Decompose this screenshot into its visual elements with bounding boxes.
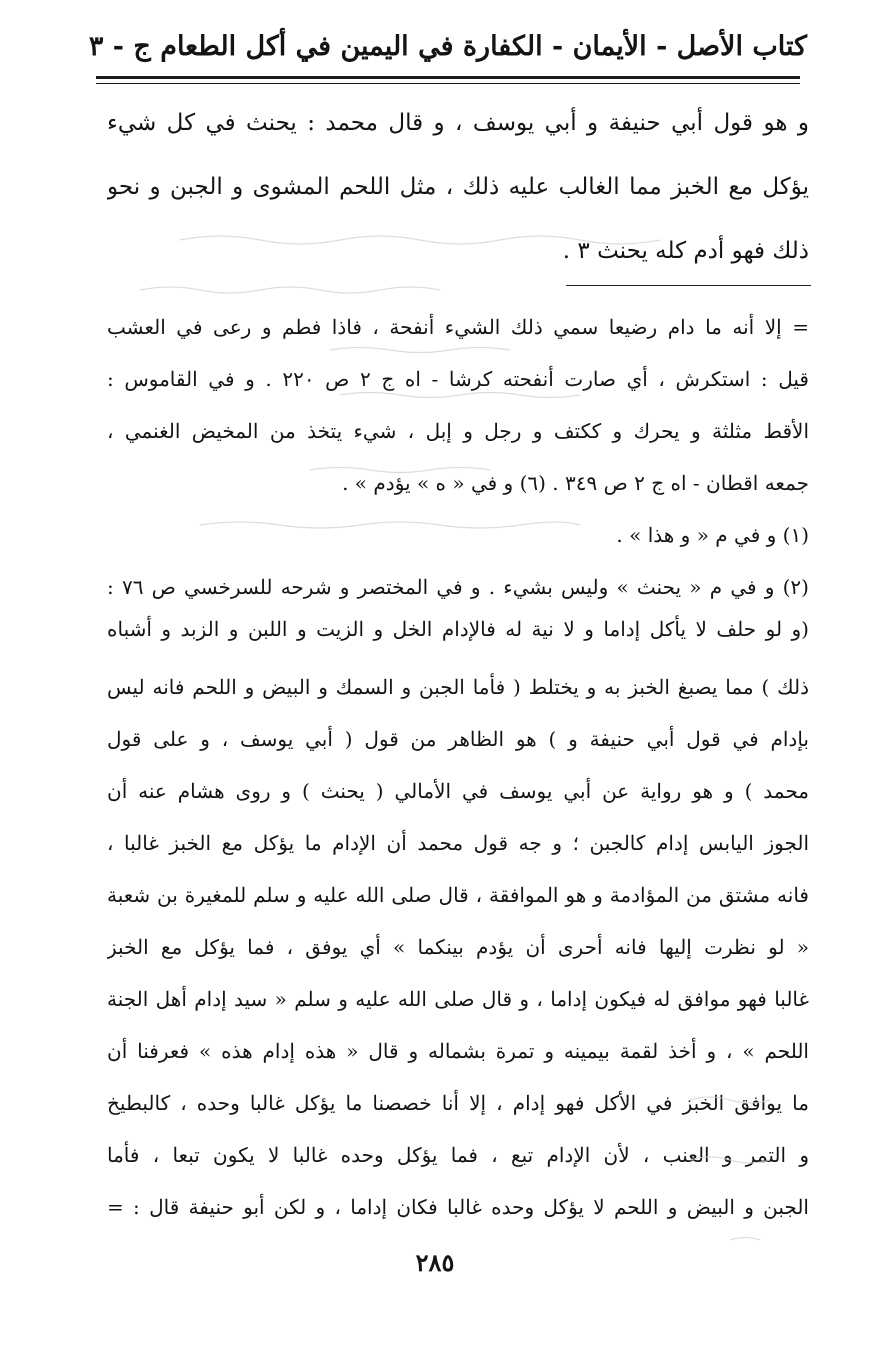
footnote-line-1: = إلا أنه ما دام رضيعا سمي ذلك الشيء أنفحة ، فاذا فطم و رعى في العشب (107, 315, 809, 339)
footnote-line-12: فانه مشتق من المؤادمة و هو الموافقة ، قال صلى الله عليه و سلم للمغيرة بن شعبة (107, 883, 809, 907)
footnote-line-11: الجوز اليابس إدام كالجبن ؛ و جه قول محمد أن الإدام ما يؤكل مع الخبز غالبا ، (107, 831, 809, 855)
footnote-line-6: (٢) و في م « يحنث » وليس بشيء . و في المختصر و شرحه للسرخسي ص ٧٦ : (107, 575, 809, 599)
footnote-line-14: غالبا فهو موافق له فيكون إداما ، و قال صلى الله عليه و سلم « سيد إدام أهل الجنة (107, 987, 809, 1011)
footnote-line-5: (١) و في م « و هذا » . (616, 523, 809, 547)
footnote-line-16: ما يوافق الخبز في الأكل فهو إدام ، إلا أنا خصصنا ما يؤكل غالبا وحده ، كالبطيخ (107, 1091, 809, 1115)
footnote-line-4: جمعه اقطان - اه ج ٢ ص ٣٤٩ . (٦) و في « ه » يؤدم » . (342, 471, 809, 495)
footnote-line-10: محمد ) و هو رواية عن أبي يوسف في الأمالي ( يحنث ) و روى هشام عنه أن (107, 779, 809, 803)
footnote-line-8: ذلك ) مما يصبغ الخبز به و يختلط ( فأما الجبن و السمك و البيض و اللحم فانه ليس (107, 675, 809, 699)
main-text-line-2: يؤكل مع الخبز مما الغالب عليه ذلك ، مثل اللحم المشوى و الجبن و نحو (107, 174, 809, 200)
main-text-line-3: ذلك فهو أدم كله يحنث ٣ . (562, 238, 809, 264)
footnote-line-17: و التمر و العنب ، لأن الإدام تبع ، فما يؤكل وحده غالبا لا يكون تبعا ، فأما (107, 1143, 809, 1167)
footnote-line-7: (و لو حلف لا يأكل إداما و لا نية له فالإدام الخل و الزيت و اللبن و الزبد و أشباه (107, 617, 809, 641)
footnote-line-9: بإدام في قول أبي حنيفة و ) هو الظاهر من قول ( أبي يوسف ، و على قول (107, 727, 809, 751)
footnote-line-15: اللحم » ، و أخذ لقمة بيمينه و تمرة بشماله و قال « هذه إدام هذه » فعرفنا أن (107, 1039, 809, 1063)
header-rule-thin (96, 83, 800, 84)
footnote-line-3: الأقط مثلثة و يحرك و ككتف و رجل و إبل ، شيء يتخذ من المخيض الغنمي ، (107, 419, 809, 443)
footnote-line-13: « لو نظرت إليها فانه أحرى أن يؤدم بينكما » أي يوفق ، فما يؤكل مع الخبز (107, 935, 809, 959)
footnote-line-18: الجبن و البيض و اللحم لا يؤكل وحده غالبا فكان إداما ، و لكن أبو حنيفة قال : = (107, 1195, 809, 1219)
main-text-line-1: و هو قول أبي حنيفة و أبي يوسف ، و قال محمد : يحنث في كل شيء (107, 110, 809, 136)
running-head: كتاب الأصل - الأيمان - الكفارة في اليمين في أكل الطعام ج - ٣ (88, 31, 807, 62)
footnote-separator (566, 285, 811, 286)
header-rule-thick (96, 76, 800, 79)
page-number: ٢٨٥ (415, 1248, 455, 1277)
footnote-line-2: قيل : استكرش ، أي صارت أنفحته كرشا - اه ج ٢ ص ٢٢٠ . و في القاموس : (107, 367, 809, 391)
